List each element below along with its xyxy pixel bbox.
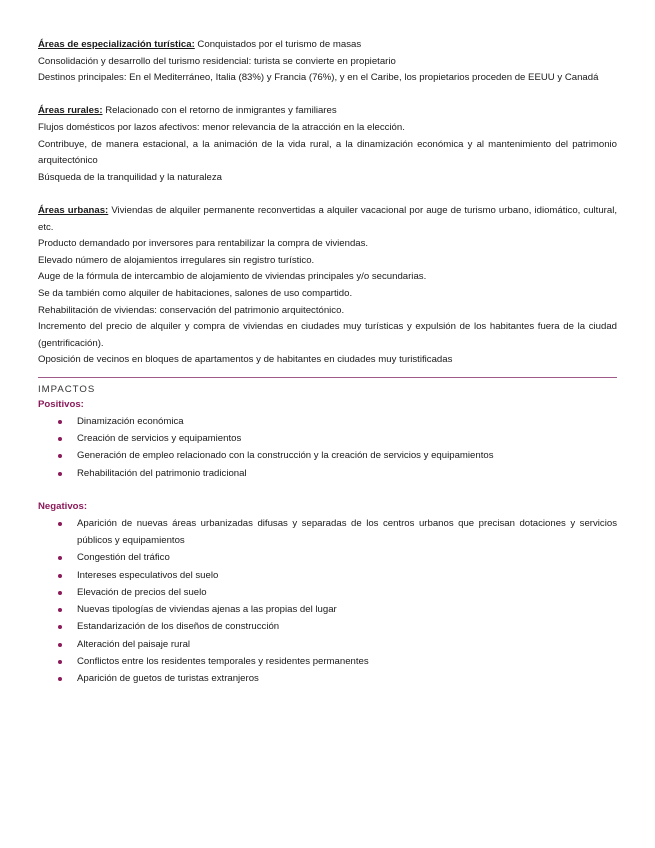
especializacion-line: Destinos principales: En el Mediterráneo, Italia (83%) y Francia (76%), y en el Caribe, los propietarios proceden de EEUU y Canadá	[38, 72, 599, 84]
list-item	[77, 584, 617, 601]
urbanas-heading-line	[38, 203, 617, 236]
especializacion-heading-line	[38, 37, 617, 54]
list-item	[77, 465, 617, 482]
especializacion-lead-rest: Conquistados por el turismo de masas	[194, 39, 362, 50]
urbanas-lead-rest: Viviendas de alquiler permanente reconvertidas a alquiler vacacional por auge de turismo urbano, idiomático, cultural, etc.	[38, 204, 618, 233]
list-item	[77, 515, 617, 550]
list-item-text: Alteración del paisaje rural	[77, 638, 191, 650]
list-item	[77, 430, 617, 447]
rurales-line: Contribuye, de manera estacional, a la animación de la vida rural, a la dinamización económica y al mantenimiento del patrimonio arquitectónico	[38, 138, 617, 167]
list-item-text: Aparición de guetos de turistas extranjeros	[77, 673, 259, 685]
section-divider	[38, 377, 617, 378]
bullet-icon	[58, 625, 62, 629]
rurales-lead-rest: Relacionado con el retorno de inmigrantes y familiares	[102, 105, 337, 117]
bullet-icon	[58, 608, 62, 612]
list-item-text: Estandarización de los diseños de construcción	[77, 621, 280, 633]
urbanas-lead: Áreas urbanas:	[38, 204, 109, 216]
rurales-line: Búsqueda de la tranquilidad y la naturaleza	[38, 171, 223, 183]
bullet-icon	[58, 437, 62, 441]
list-item-text: Creación de servicios y equipamientos	[77, 433, 242, 445]
list-item-text: Dinamización económica	[77, 415, 184, 427]
bullet-icon	[58, 574, 62, 578]
rurales-line: Flujos domésticos por lazos afectivos: menor relevancia de la atracción en la elección.	[38, 121, 405, 133]
list-item	[77, 413, 617, 430]
list-item	[77, 636, 617, 653]
especializacion-lead: Áreas de especialización turística:	[38, 39, 195, 50]
especializacion-line: Consolidación y desarrollo del turismo residencial: turista se convierte en propietario	[38, 55, 396, 67]
urbanas-line: Elevado número de alojamientos irregulares sin registro turístico.	[38, 254, 315, 266]
rurales-heading-line	[38, 103, 617, 120]
urbanas-line: Incremento del precio de alquiler y compra de viviendas en ciudades muy turísticas y expulsión de los habitantes fuera de la ciudad (gentrificación).	[38, 321, 617, 349]
list-item	[77, 670, 617, 687]
bullet-icon	[58, 454, 62, 458]
list-item	[77, 618, 617, 635]
list-item-text: Rehabilitación del patrimonio tradicional	[77, 467, 247, 479]
urbanas-line: Auge de la fórmula de intercambio de alojamiento de viviendas principales y/o secundarias.	[38, 271, 427, 283]
list-item-text: Aparición de nuevas áreas urbanizadas difusas y separadas de los centros urbanos que precisan dotaciones y servicios públicos y equipamientos	[77, 517, 617, 546]
urbanas-line: Producto demandado por inversores para rentabilizar la compra de viviendas.	[38, 238, 369, 250]
list-item-text: Generación de empleo relacionado con la construcción y la creación de servicios y equipamientos	[77, 450, 494, 462]
bullet-icon	[58, 591, 62, 595]
bullet-icon	[58, 556, 62, 560]
negativos-list	[38, 515, 617, 688]
list-item	[77, 653, 617, 670]
list-item-text: Nuevas tipologías de viviendas ajenas a las propias del lugar	[77, 604, 337, 616]
list-item-text: Conflictos entre los residentes temporales y residentes permanentes	[77, 656, 369, 668]
list-item-text: Intereses especulativos del suelo	[77, 569, 219, 581]
positivos-list	[38, 413, 617, 482]
list-item-text: Congestión del tráfico	[77, 552, 170, 564]
list-item	[77, 549, 617, 566]
list-item	[77, 447, 617, 464]
list-item-text: Elevación de precios del suelo	[77, 586, 207, 598]
rurales-lead: Áreas rurales:	[38, 105, 103, 117]
bullet-icon	[58, 643, 62, 647]
list-item	[77, 601, 617, 618]
negativos-label: Negativos:	[38, 500, 88, 512]
bullet-icon	[58, 420, 62, 424]
positivos-label: Positivos:	[38, 398, 84, 410]
list-item	[77, 567, 617, 584]
urbanas-line: Rehabilitación de viviendas: conservación del patrimonio arquitectónico.	[38, 304, 345, 316]
bullet-icon	[58, 522, 62, 526]
urbanas-line: Se da también como alquiler de habitaciones, salones de uso compartido.	[38, 287, 353, 299]
bullet-icon	[58, 472, 62, 476]
bullet-icon	[58, 677, 62, 681]
impactos-title: IMPACTOS	[38, 383, 96, 395]
urbanas-line: Oposición de vecinos en bloques de apartamentos y de habitantes en ciudades muy turistificadas	[38, 354, 453, 366]
bullet-icon	[58, 660, 62, 664]
